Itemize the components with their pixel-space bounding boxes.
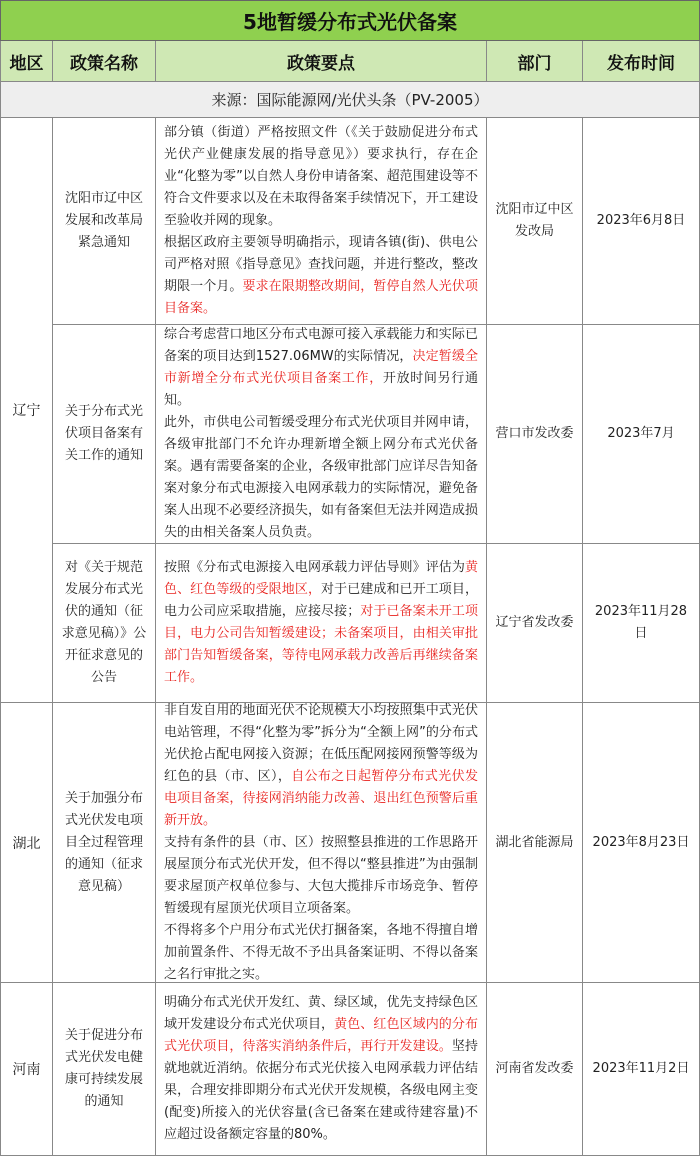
policy-point: 此外，市供电公司暂缓受理分布式光伏项目并网申请，各级审批部门不允许办理新增全额上网分布式光伏备案。遇有需要备案的企业，各级审批部门应详尽告知备案对象分布式电源接入电网承载力的实际情况，避免备案人出现不必要经济损失，如有备案但无法并网造成损失的由相关备案人员负责。: [164, 415, 478, 540]
region-cell: 河南: [0, 983, 53, 1156]
policy-point: 明确分布式光伏开发红、黄、绿区域，优先支持绿色区域开发建设分布式光伏项目，黄色、红色区域内的分布式光伏项目，待落实消纳条件后，再行开发建设。坚持就地就近消纳。依据分布式光伏接入电网承载力评估结果，合理安排即期分布式光伏开发规模，各级电网主变(配变)所接入的光伏容量(含已备案在建或待建容量)不应超过设备额定容量的80%。: [164, 995, 478, 1142]
table-row: [53, 703, 700, 983]
policy-name: 关于促进分布式光伏发电健康可持续发展的通知: [53, 983, 156, 1156]
table-row: [53, 118, 700, 325]
publish-date: 2023年11月28日: [583, 544, 700, 703]
policy-point: 支持有条件的县（市、区）按照整县推进的工作思路开展屋顶分布式光伏开发，但不得以“整县推进”为由强制要求屋顶产权单位参与、大包大揽排斥市场竞争、暂停暂缓现有屋顶光伏项目立项备案。: [164, 834, 478, 916]
table-row: [53, 325, 700, 544]
department: 湖北省能源局: [487, 703, 583, 983]
department: 辽宁省发改委: [487, 544, 583, 703]
header-date: 发布时间: [583, 41, 700, 82]
header-department: 部门: [487, 41, 583, 82]
policy-name: 关于加强分布式光伏发电项目全过程管理的通知（征求意见稿）: [53, 703, 156, 983]
policy-point: 根据区政府主要领导明确指示，现请各镇(街)、供电公司严格对照《指导意见》查找问题，并进行整改，整改期限一个月。要求在限期整改期间，暂停自然人光伏项目备案。: [164, 235, 478, 316]
region-cell: 湖北: [0, 703, 53, 983]
policy-point: 不得将多个户用分布式光伏打捆备案，各地不得擅自增加前置条件、不得无故不予出具备案证明、不得以备案之名行审批之实。: [164, 922, 478, 982]
department: 河南省发改委: [487, 983, 583, 1156]
policy-points: [156, 118, 487, 325]
header-policy-points: 政策要点: [156, 41, 487, 82]
header-row: [0, 41, 700, 82]
publish-date: 2023年6月8日: [583, 118, 700, 325]
highlight-text: 要求在限期整改期间，暂停自然人光伏项目备案。: [164, 279, 478, 316]
highlight-text: 自公布之日起暂停分布式光伏发电项目备案，待接网消纳能力改善、退出红色预警后重新开放。: [164, 768, 478, 828]
policy-point: 综合考虑营口地区分布式电源可接入承载能力和实际已备案的项目达到1527.06MW的实际情况，决定暂缓全市新增全分布式光伏项目备案工作，开放时间另行通知。: [164, 327, 478, 408]
department: 沈阳市辽中区发改局: [487, 118, 583, 325]
region-cell: 辽宁: [0, 118, 53, 703]
policy-points: [156, 544, 487, 703]
policy-name: 对《关于规范发展分布式光伏的通知（征求意见稿）》公开征求意见的公告: [53, 544, 156, 703]
table-row: [53, 544, 700, 703]
table-row: [53, 983, 700, 1156]
policy-point: 部分镇（街道）严格按照文件（《关于鼓励促进分布式光伏产业健康发展的指导意见》）要求执行，存在企业“化整为零”以自然人身份申请备案、超范围建设等不符合文件要求以及在未取得备案手续情况下，开工建设至验收并网的现象。: [164, 125, 478, 228]
policy-point: 非自发自用的地面光伏不论规模大小均按照集中式光伏电站管理，不得“化整为零”拆分为“全额上网”的分布式光伏抢占配电网接入资源；在低压配网接网预警等级为红色的县（市、区），自公布之日起暂停分布式光伏发电项目备案，待接网消纳能力改善、退出红色预警后重新开放。: [164, 702, 478, 828]
highlight-text: 黄色、红色等级的受限地区，: [164, 560, 478, 597]
highlight-text: 对于已备案未开工项目，电力公司告知暂缓建设；未备案项目，由相关审批部门告知暂缓备案，等待电网承载力改善后再继续备案工作。: [164, 604, 478, 685]
policy-points: [156, 983, 487, 1156]
source-note: 来源：国际能源网/光伏头条（PV-2005）: [0, 82, 700, 118]
policy-points: [156, 325, 487, 544]
table-title: 5地暂缓分布式光伏备案: [0, 0, 700, 41]
policy-name: 沈阳市辽中区发展和改革局紧急通知: [53, 118, 156, 325]
header-policy-name: 政策名称: [53, 41, 156, 82]
publish-date: 2023年11月2日: [583, 983, 700, 1156]
policy-points: [156, 703, 487, 983]
publish-date: 2023年7月: [583, 325, 700, 544]
highlight-text: 黄色、红色区域内的分布式光伏项目，待落实消纳条件后，再行开发建设。: [164, 1017, 478, 1054]
publish-date: 2023年8月23日: [583, 703, 700, 983]
department: 营口市发改委: [487, 325, 583, 544]
policy-point: 按照《分布式电源接入电网承载力评估导则》评估为黄色、红色等级的受限地区，对于已建成和已开工项目，电力公司应采取措施，应接尽接；对于已备案未开工项目，电力公司告知暂缓建设；未备案项目，由相关审批部门告知暂缓备案，等待电网承载力改善后再继续备案工作。: [164, 560, 478, 685]
highlight-text: 决定暂缓全市新增全分布式光伏项目备案工作，: [164, 349, 478, 386]
header-region: 地区: [0, 41, 53, 82]
policy-name: 关于分布式光伏项目备案有关工作的通知: [53, 325, 156, 544]
